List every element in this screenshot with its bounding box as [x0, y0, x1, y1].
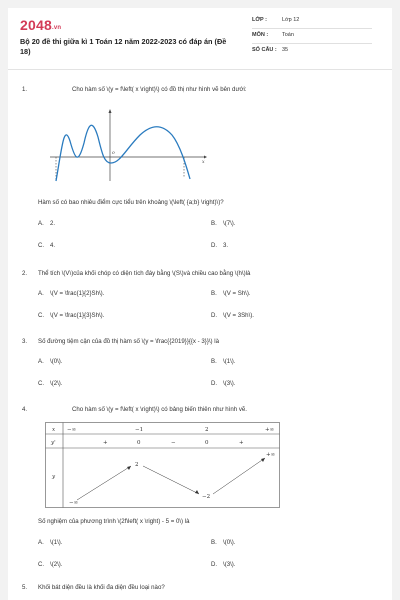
q4-option-a[interactable] — [38, 539, 63, 546]
q2-option-d[interactable] — [211, 312, 254, 319]
q1-option-c[interactable] — [38, 242, 55, 249]
option-letter: D. — [211, 242, 218, 249]
option-letter: D. — [211, 561, 218, 568]
q1-option-a[interactable] — [38, 220, 55, 227]
option-letter: A. — [38, 539, 44, 546]
option-text: \(V = 3Sh\). — [223, 312, 254, 319]
question-5-number: 5. — [22, 584, 28, 591]
option-letter: B. — [211, 539, 217, 546]
question-5-text: Khối bát diện đều là khối đa diện đều loại nào? — [38, 584, 165, 591]
question-2-number: 2. — [22, 270, 28, 277]
exam-page — [8, 8, 392, 600]
option-text: \(V = \frac{1}{3}Sh\). — [50, 312, 105, 319]
table-y-value: −∞ — [69, 500, 79, 506]
option-letter: B. — [211, 358, 217, 365]
table-border — [46, 423, 280, 508]
graph-x-arrow — [204, 156, 207, 159]
q3-option-d[interactable] — [211, 380, 236, 387]
meta-count-value: 35 — [282, 47, 289, 53]
question-4-text: Cho hàm số \(y = f\left( x \right)\) có bảng biến thiên như hình vẽ. — [72, 406, 247, 413]
function-graph — [48, 107, 208, 185]
option-letter: C. — [38, 380, 45, 387]
table-dy-value: + — [239, 440, 244, 446]
question-4-number: 4. — [22, 406, 28, 413]
graph-x-label: x — [202, 160, 205, 165]
meta-grade-key: LỚP : — [252, 17, 267, 23]
table-dy-label: y' — [51, 440, 56, 446]
option-letter: C. — [38, 312, 45, 319]
meta-divider — [252, 28, 372, 29]
option-text: \(3\). — [223, 380, 236, 387]
q4-option-d[interactable] — [211, 561, 236, 568]
question-4-subtext: Số nghiệm của phương trình \(2f\left( x \right) - 5 = 0\) là — [38, 518, 190, 525]
option-text: \(2\). — [50, 380, 63, 387]
meta-count-key: SỐ CÂU : — [252, 47, 277, 53]
meta-divider — [252, 43, 372, 44]
table-x-label: x — [52, 427, 56, 433]
q1-option-b[interactable] — [211, 220, 236, 227]
table-dy-value: 0 — [205, 440, 209, 446]
q4-option-b[interactable] — [211, 539, 236, 546]
option-letter: D. — [211, 380, 218, 387]
q4-option-c[interactable] — [38, 561, 63, 568]
question-3-number: 3. — [22, 338, 28, 345]
logo-suffix: .vn — [51, 25, 62, 31]
option-text: \(1\). — [223, 358, 236, 365]
exam-header — [8, 8, 392, 70]
meta-grade-value: Lớp 12 — [282, 17, 300, 23]
option-text: 3. — [223, 242, 229, 249]
option-letter: C. — [38, 242, 45, 249]
table-y-value: −2 — [202, 494, 211, 500]
option-letter: B. — [211, 290, 217, 297]
option-text: 4. — [50, 242, 56, 249]
logo-text: 2048 — [20, 17, 52, 33]
option-text: \(V = Sh\). — [223, 290, 251, 297]
table-y-value: 2 — [135, 462, 139, 468]
q2-option-c[interactable] — [38, 312, 104, 319]
table-dy-value: − — [171, 440, 176, 446]
q2-option-b[interactable] — [211, 290, 251, 297]
option-text: \(0\). — [50, 358, 63, 365]
option-text: \(V = \frac{1}{2}Sh\). — [50, 290, 105, 297]
option-letter: A. — [38, 220, 44, 227]
q3-option-a[interactable] — [38, 358, 63, 365]
function-curve — [56, 125, 190, 181]
option-text: \(2\). — [50, 561, 63, 568]
option-text: \(1\). — [50, 539, 63, 546]
option-letter: D. — [211, 312, 218, 319]
table-x-value: +∞ — [265, 427, 275, 433]
q3-option-c[interactable] — [38, 380, 63, 387]
q3-option-b[interactable] — [211, 358, 236, 365]
question-1-text: Cho hàm số \(y = f\left( x \right)\) có đồ thị như hình vẽ bên dưới: — [72, 86, 247, 93]
question-3-text: Số đường tiệm cận của đồ thị hàm số \(y = \frac{{2019}}{{x - 3}}\) là — [38, 338, 220, 345]
table-y-label: y — [52, 474, 56, 480]
site-logo[interactable] — [20, 17, 61, 33]
table-x-value: −∞ — [67, 427, 77, 433]
meta-subject-value: Toán — [282, 32, 294, 38]
option-letter: A. — [38, 290, 44, 297]
meta-subject-key: MÔN : — [252, 32, 269, 38]
option-text: \(7\). — [223, 220, 236, 227]
option-text: 2. — [50, 220, 56, 227]
table-y-value: +∞ — [266, 452, 276, 458]
variation-table — [45, 422, 280, 508]
graph-y-arrow — [109, 109, 112, 113]
option-text: \(3\). — [223, 561, 236, 568]
table-x-value: 2 — [205, 427, 209, 433]
question-1-subtext: Hàm số có bao nhiêu điểm cực tiểu trên khoảng \(\left( {a;b} \right)\)? — [38, 199, 224, 206]
question-1-number: 1. — [22, 86, 28, 93]
option-letter: A. — [38, 358, 44, 365]
question-2-text: Thể tích \(V\)của khối chóp có diện tích đáy bằng \(S\)và chiều cao bằng \(h\)là — [38, 270, 251, 277]
option-letter: C. — [38, 561, 45, 568]
graph-origin-label: o — [112, 151, 115, 156]
option-letter: B. — [211, 220, 217, 227]
q2-option-a[interactable] — [38, 290, 104, 297]
table-x-value: −1 — [135, 427, 144, 433]
table-dy-value: + — [103, 440, 108, 446]
option-text: \(0\). — [223, 539, 236, 546]
exam-title: Bộ 20 đề thi giữa kì 1 Toán 12 năm 2022-2023 có đáp án (Đề 18) — [20, 37, 227, 56]
table-dy-value: 0 — [137, 440, 141, 446]
q1-option-d[interactable] — [211, 242, 228, 249]
